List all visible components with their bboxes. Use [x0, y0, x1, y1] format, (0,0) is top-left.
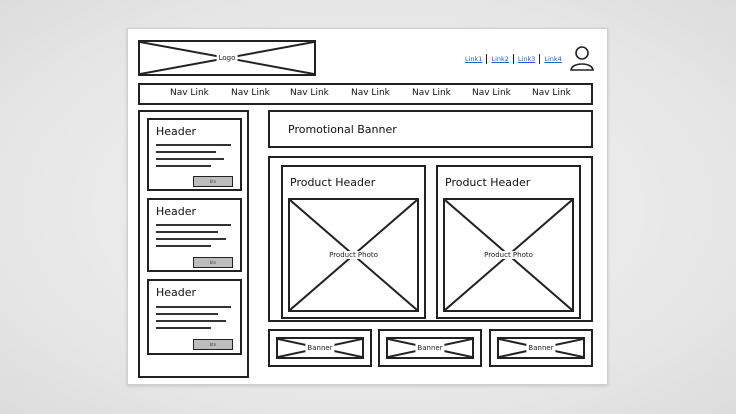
top-link-2[interactable]: Link2 [491, 55, 509, 63]
sidebar [138, 110, 249, 378]
product-header: Product Header [445, 176, 531, 189]
product-photo[interactable] [443, 198, 574, 312]
product-header: Product Header [290, 176, 376, 189]
nav-link-3[interactable]: Nav Link [290, 88, 329, 98]
text-line [156, 320, 226, 322]
card-button[interactable]: btn [193, 257, 233, 268]
nav-link-5[interactable]: Nav Link [412, 88, 451, 98]
link-divider [486, 54, 487, 64]
top-link-1[interactable]: Link1 [465, 55, 483, 63]
text-line [156, 144, 231, 146]
link-divider [513, 54, 514, 64]
product-photo[interactable] [288, 198, 419, 312]
card-header: Header [156, 125, 197, 138]
product-photo-label: Product Photo [329, 251, 378, 259]
text-line [156, 224, 231, 226]
product-photo-label: Product Photo [484, 251, 533, 259]
sidebar-card [147, 118, 242, 191]
text-line [156, 245, 211, 247]
nav-link-2[interactable]: Nav Link [231, 88, 270, 98]
sidebar-card [147, 279, 242, 355]
banner[interactable] [378, 329, 482, 367]
card-header: Header [156, 286, 197, 299]
card-button[interactable]: btn [193, 339, 233, 350]
text-line [156, 158, 224, 160]
promo-banner-title: Promotional Banner [288, 123, 397, 136]
nav-bar [138, 83, 593, 105]
nav-link-4[interactable]: Nav Link [351, 88, 390, 98]
link-divider [539, 54, 540, 64]
utility-links [465, 54, 562, 64]
card-header: Header [156, 205, 197, 218]
text-line [156, 313, 218, 315]
text-line [156, 238, 226, 240]
wireframe-sheet [127, 28, 608, 385]
logo-placeholder[interactable] [138, 40, 316, 76]
nav-link-7[interactable]: Nav Link [532, 88, 571, 98]
text-line [156, 306, 231, 308]
banner-label: Banner [307, 344, 333, 352]
nav-link-1[interactable]: Nav Link [170, 88, 209, 98]
banner-label: Banner [417, 344, 443, 352]
text-line [156, 231, 218, 233]
promotional-banner[interactable] [268, 110, 593, 148]
product-card[interactable] [436, 165, 581, 319]
banner-placeholder [386, 337, 474, 359]
top-link-4[interactable]: Link4 [544, 55, 562, 63]
nav-link-6[interactable]: Nav Link [472, 88, 511, 98]
logo-label: Logo [218, 54, 236, 62]
card-button[interactable]: btn [193, 176, 233, 187]
products-section [268, 156, 593, 322]
banner[interactable] [489, 329, 593, 367]
top-link-3[interactable]: Link3 [517, 55, 536, 63]
text-line [156, 165, 211, 167]
banner-label: Banner [528, 344, 554, 352]
banner[interactable] [268, 329, 372, 367]
text-line [156, 327, 211, 329]
user-icon[interactable] [570, 45, 594, 71]
text-line [156, 151, 216, 153]
product-card[interactable] [281, 165, 426, 319]
banner-placeholder [497, 337, 585, 359]
banner-placeholder [276, 337, 364, 359]
sidebar-card [147, 198, 242, 272]
